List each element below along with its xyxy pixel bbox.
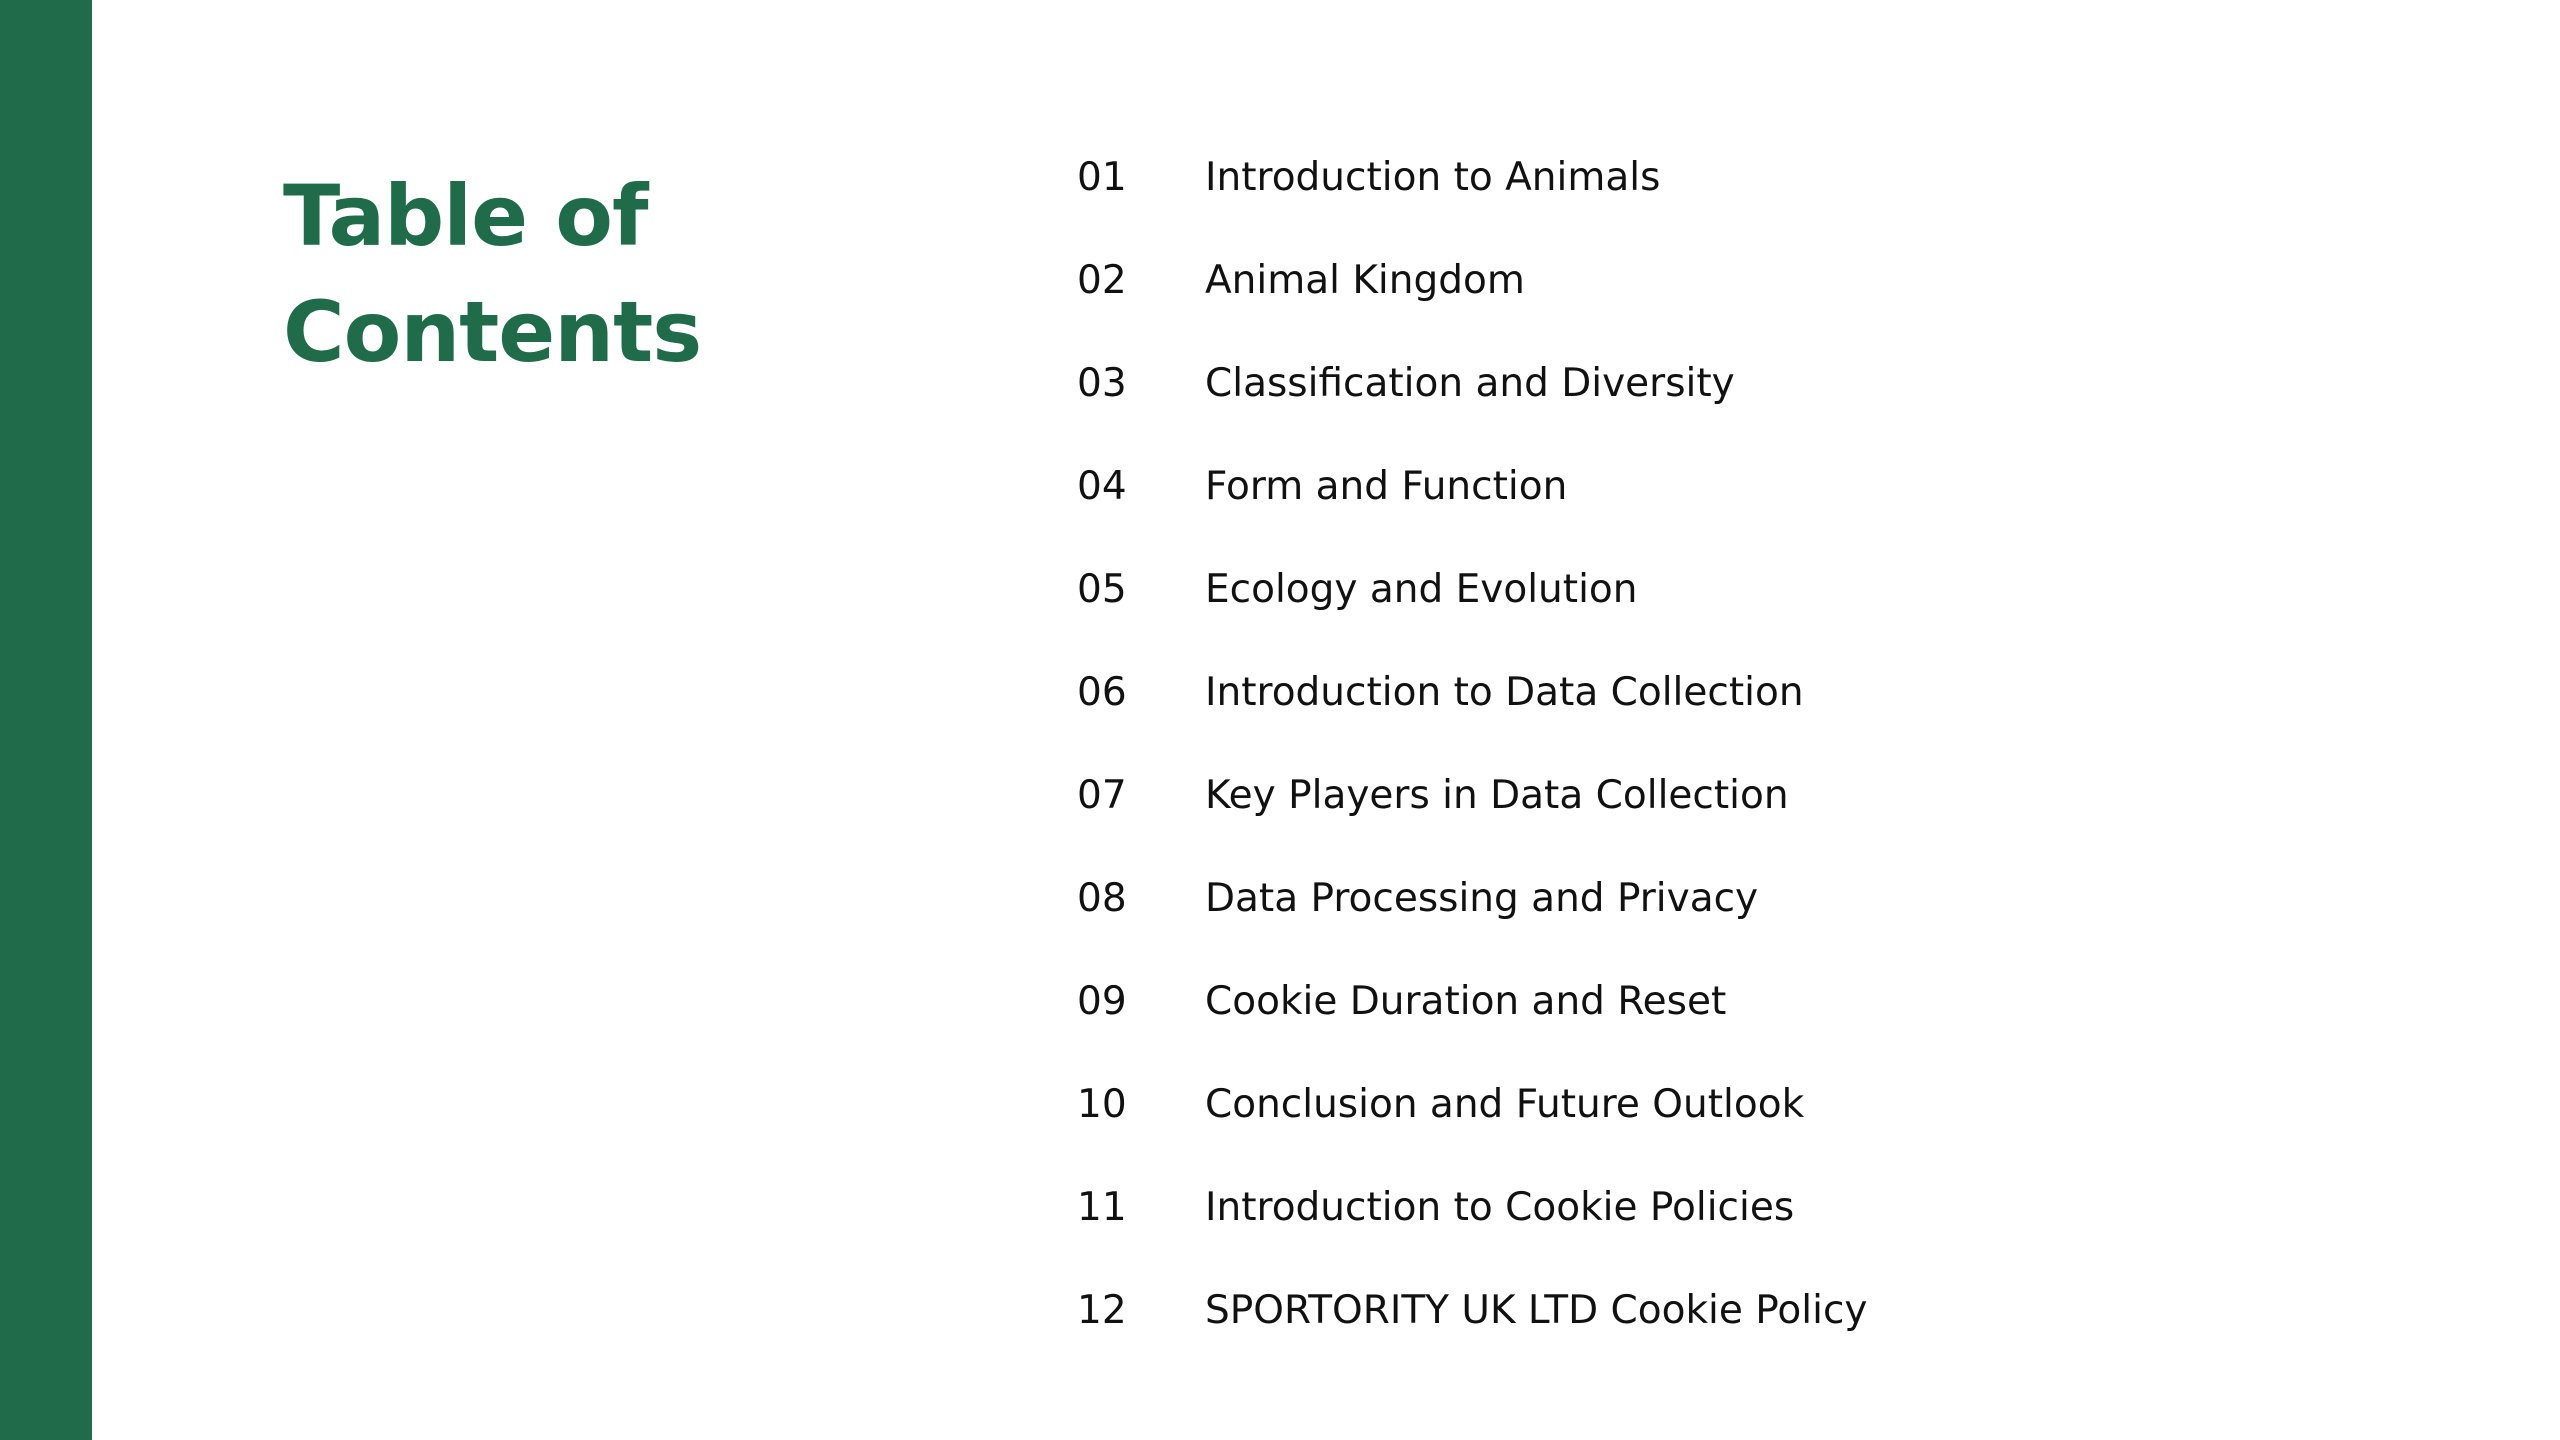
toc-item-label: SPORTORITY UK LTD Cookie Policy [1205, 1288, 1868, 1333]
toc-item-label: Cookie Duration and Reset [1205, 979, 1727, 1024]
toc-item-label: Animal Kingdom [1205, 258, 1525, 303]
toc-item [1077, 538, 2377, 641]
toc-item-number: 03 [1077, 361, 1127, 406]
title-line-2: Contents [283, 283, 702, 381]
toc-item-label: Conclusion and Future Outlook [1205, 1082, 1805, 1127]
toc-item [1077, 641, 2377, 744]
accent-sidebar-bar [0, 0, 92, 1440]
toc-item-label: Data Processing and Privacy [1205, 876, 1759, 921]
toc-item-number: 01 [1077, 155, 1127, 200]
toc-item-number: 05 [1077, 567, 1127, 612]
toc-item [1077, 126, 2377, 229]
toc-item-number: 10 [1077, 1082, 1127, 1127]
toc-item [1077, 332, 2377, 435]
toc-item [1077, 1156, 2377, 1259]
toc-item-label: Classification and Diversity [1205, 361, 1735, 406]
page-title [283, 158, 883, 390]
toc-item [1077, 435, 2377, 538]
toc-item-number: 09 [1077, 979, 1127, 1024]
toc-item [1077, 1053, 2377, 1156]
toc-item [1077, 1259, 2377, 1362]
toc-item-number: 06 [1077, 670, 1127, 715]
toc-item-label: Key Players in Data Collection [1205, 773, 1789, 818]
table-of-contents-list [1077, 126, 2377, 1362]
toc-item-label: Form and Function [1205, 464, 1568, 509]
toc-item-number: 04 [1077, 464, 1127, 509]
toc-item [1077, 744, 2377, 847]
toc-item-number: 02 [1077, 258, 1127, 303]
toc-item [1077, 847, 2377, 950]
toc-item-number: 07 [1077, 773, 1127, 818]
toc-item-label: Ecology and Evolution [1205, 567, 1638, 612]
toc-item-number: 12 [1077, 1288, 1127, 1333]
toc-item-label: Introduction to Animals [1205, 155, 1661, 200]
title-line-1: Table of [283, 167, 648, 265]
toc-item-label: Introduction to Cookie Policies [1205, 1185, 1795, 1230]
toc-item [1077, 229, 2377, 332]
toc-item-number: 11 [1077, 1185, 1127, 1230]
toc-item-number: 08 [1077, 876, 1127, 921]
toc-item-label: Introduction to Data Collection [1205, 670, 1804, 715]
toc-item [1077, 950, 2377, 1053]
